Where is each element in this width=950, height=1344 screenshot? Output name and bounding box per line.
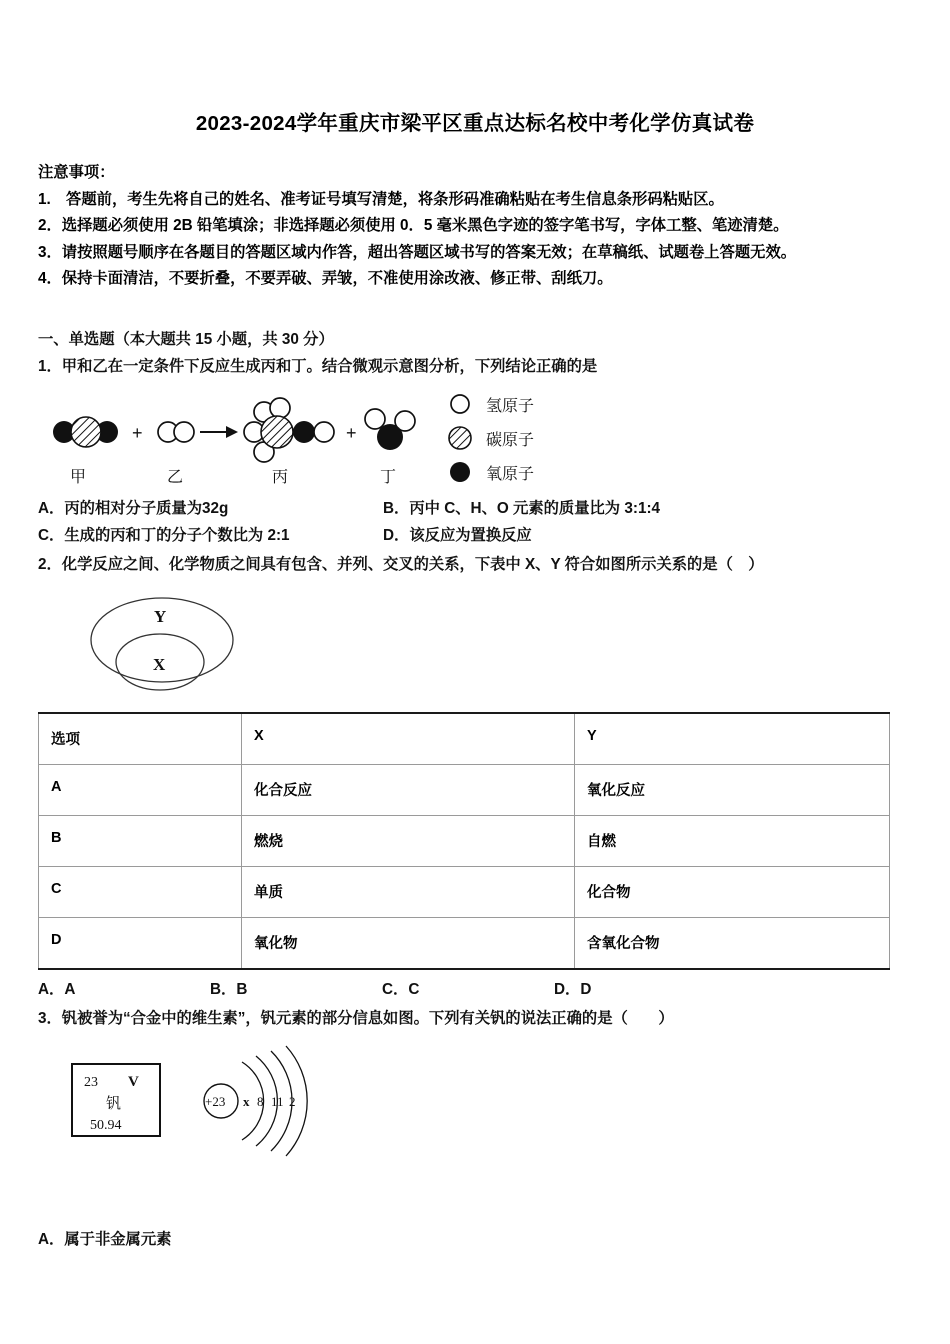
table-row: [39, 917, 890, 969]
molecule-ding: [365, 409, 415, 450]
q2-option-c[interactable]: C．C: [382, 980, 420, 998]
molecule-label-jia: 甲: [70, 468, 87, 486]
element-name: 钒: [106, 1094, 122, 1112]
shell-count-2: 8: [257, 1093, 264, 1109]
legend-label-oxygen: 氧原子: [486, 465, 535, 483]
xy-relationship-table: [38, 712, 890, 970]
q3-option-a[interactable]: A．属于非金属元素: [38, 1230, 172, 1248]
molecule-label-ding: 丁: [380, 468, 397, 486]
row-a-option: A: [39, 764, 242, 815]
notice-item-4: 4．保持卡面清洁，不要折叠，不要弄破、弄皱，不准使用涂改液、修正带、刮纸刀。: [38, 270, 613, 287]
row-b-x: 燃烧: [242, 815, 575, 866]
question-3-stem: 3．钒被誉为“合金中的维生素”，钒元素的部分信息如图。下列有关钒的说法正确的是（ ）: [38, 1009, 674, 1027]
plus-sign-2: +: [346, 422, 357, 443]
q2-option-d[interactable]: D．D: [554, 980, 592, 998]
table-header-x: X: [242, 713, 575, 765]
venn-figure: [38, 584, 912, 704]
question-1-options-row-2: [38, 522, 912, 549]
element-atomic-mass: 50.94: [90, 1117, 122, 1133]
molecule-yi: [158, 422, 194, 442]
question-1-stem: 1．甲和乙在一定条件下反应生成丙和丁。结合微观示意图分析，下列结论正确的是: [38, 357, 598, 375]
row-b-y: 自燃: [575, 815, 890, 866]
legend-label-carbon: 碳原子: [486, 431, 535, 449]
q2-option-a[interactable]: A．A: [38, 980, 76, 998]
row-c-option: C: [39, 866, 242, 917]
venn-label-y: Y: [154, 606, 167, 626]
q2-option-b[interactable]: B．B: [210, 980, 248, 998]
venn-label-x: X: [153, 654, 166, 674]
notice-item-3: 3．请按照题号顺序在各题目的答题区域内作答，超出答题区域书写的答案无效；在草稿纸、试题卷上答题无效。: [38, 243, 797, 261]
notice-heading: 注意事项：: [38, 164, 115, 181]
row-a-x: 化合反应: [242, 764, 575, 815]
molecule-label-bing: 丙: [272, 468, 289, 486]
shell-count-3: 11: [271, 1093, 284, 1109]
hollow-circle-icon: [451, 395, 469, 413]
row-c-x: 单质: [242, 866, 575, 917]
table-row: [39, 815, 890, 866]
molecule-legend-svg: [438, 390, 638, 495]
notice-block: [38, 160, 912, 293]
shell-count-1: x: [243, 1093, 250, 1109]
section-heading: 一、单选题（本大题共 15 小题，共 30 分）: [38, 330, 334, 348]
table-row: [39, 764, 890, 815]
shell-count-4: 2: [289, 1093, 296, 1109]
vanadium-diagram-svg: [60, 1044, 360, 1199]
legend-label-hydrogen: 氢原子: [486, 397, 535, 415]
question-1-options-row-1: [38, 495, 912, 522]
row-b-option: B: [39, 815, 242, 866]
page-title: 2023-2024学年重庆市梁平区重点达标名校中考化学仿真试卷: [195, 112, 755, 135]
plus-sign-1: +: [132, 422, 143, 443]
element-atomic-number: 23: [84, 1074, 98, 1090]
reaction-arrow-icon: [200, 426, 238, 438]
question-2-stem: 2．化学反应之间、化学物质之间具有包含、并列、交叉的关系，下表中 X、Y 符合如图所示关系的是（ ）: [38, 555, 764, 573]
row-c-y: 化合物: [575, 866, 890, 917]
q1-option-d[interactable]: D．该反应为置换反应: [383, 526, 532, 544]
filled-circle-icon: [450, 462, 470, 482]
hatched-circle-icon: [449, 427, 471, 449]
row-d-option: D: [39, 917, 242, 969]
molecule-jia: [53, 417, 118, 447]
row-d-x: 氧化物: [242, 917, 575, 969]
row-d-y: 含氧化合物: [575, 917, 890, 969]
venn-diagram-svg: [80, 584, 255, 702]
vanadium-figure: [38, 1044, 912, 1204]
q1-option-b[interactable]: B．丙中 C、H、O 元素的质量比为 3:1:4: [383, 499, 661, 517]
molecular-reaction-figure: [38, 390, 912, 495]
molecule-bing: [244, 398, 334, 462]
table-header-row: [39, 713, 890, 765]
molecule-diagram-svg: [48, 390, 438, 495]
nucleus-charge: +23: [205, 1093, 226, 1109]
table-header-y: Y: [575, 713, 890, 765]
molecule-label-yi: 乙: [167, 468, 184, 486]
table-row: [39, 866, 890, 917]
question-2-options-row: [38, 976, 912, 1003]
table-header-option: 选项: [39, 713, 242, 765]
q1-option-a[interactable]: A．丙的相对分子质量为32g: [38, 499, 229, 517]
element-symbol: V: [128, 1073, 139, 1090]
q1-option-c[interactable]: C．生成的丙和丁的分子个数比为 2:1: [38, 526, 290, 544]
row-a-y: 氧化反应: [575, 764, 890, 815]
notice-item-2: 2．选择题必须使用 2B 铅笔填涂；非选择题必须使用 0．5 毫米黑色字迹的签字笔书写，字体工整、笔迹清楚。: [38, 217, 789, 234]
notice-item-1: 1. 答题前，考生先将自己的姓名、准考证号填写清楚，将条形码准确粘贴在考生信息条形码粘贴区。: [38, 190, 724, 208]
